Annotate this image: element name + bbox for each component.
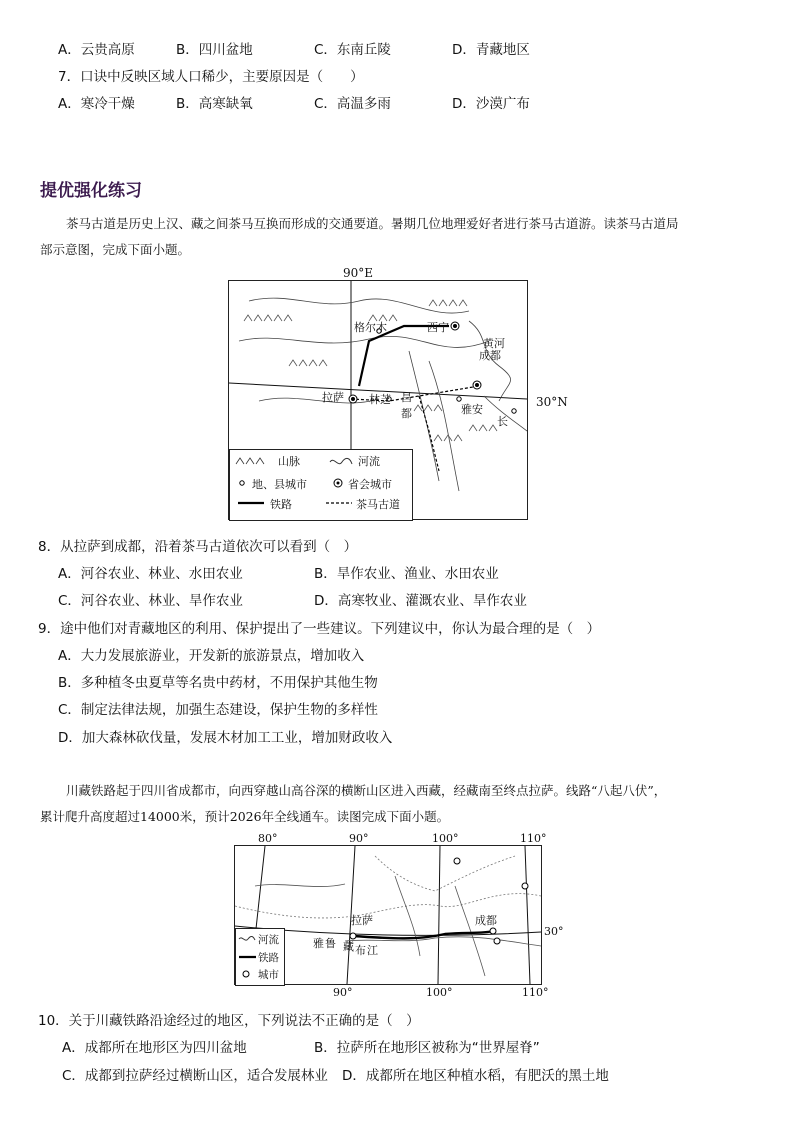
map2-place-lhasa: 拉萨 bbox=[351, 914, 373, 927]
map1-place-golmud: 格尔木 bbox=[354, 321, 387, 334]
q9-stem: 9．途中他们对青藏地区的利用、保护提出了一些建议。下列建议中，你认为最合理的是（ ） bbox=[38, 621, 601, 637]
map2-lon-110-top: 110° bbox=[520, 832, 547, 845]
map1-longitude-label: 90°E bbox=[343, 266, 374, 280]
legend-tea-horse-road: 茶马古道 bbox=[356, 498, 400, 511]
legend-provincial-capital: 省会城市 bbox=[348, 478, 392, 491]
map2-lon-90-bottom: 90° bbox=[333, 986, 353, 999]
map2-lat-30: 30° bbox=[544, 925, 564, 938]
q8-option-d: D．高寒牧业、灌溉农业、旱作农业 bbox=[314, 593, 527, 609]
q10-option-c: C．成都到拉萨经过横断山区，适合发展林业 bbox=[62, 1068, 328, 1084]
map2-legend-city: 城市 bbox=[258, 969, 279, 981]
map1-place-yellow-river: 黄河 bbox=[483, 337, 505, 350]
map2-river-bu: 布 bbox=[355, 944, 366, 957]
map1-place-nyingchi: 林芝 bbox=[369, 393, 391, 406]
map2-river-jiang: 江 bbox=[367, 944, 378, 957]
q8-stem: 8．从拉萨到成都，沿着茶马古道依次可以看到（ ） bbox=[38, 539, 358, 555]
q6-option-c: C．东南丘陵 bbox=[314, 42, 391, 58]
legend-railway: 铁路 bbox=[270, 498, 292, 511]
q7-option-b: B．高寒缺氧 bbox=[176, 96, 253, 112]
map1-place-du: 都 bbox=[401, 407, 412, 420]
map2-lon-110-bottom: 110° bbox=[522, 986, 549, 999]
q7-stem: 7．口诀中反映区域人口稀少，主要原因是（ ） bbox=[58, 69, 364, 85]
section-title: 提优强化练习 bbox=[40, 181, 142, 201]
q9-option-d: D．加大森林砍伐量，发展木材加工工业，增加财政收入 bbox=[58, 730, 393, 746]
passage1-line1: 茶马古道是历史上汉、藏之间茶马互换而形成的交通要道。暑期几位地理爱好者进行茶马古道游。读茶马古道局 bbox=[66, 216, 679, 231]
passage1-line2: 部示意图，完成下面小题。 bbox=[40, 242, 191, 257]
map2-lon-100-top: 100° bbox=[432, 832, 459, 845]
map2-lon-100-bottom: 100° bbox=[426, 986, 453, 999]
map1-place-chang: 昌 bbox=[401, 391, 412, 404]
map2-sichuan-tibet-railway bbox=[234, 845, 542, 985]
q8-option-a: A．河谷农业、林业、水田农业 bbox=[58, 566, 243, 582]
legend-county-city: 地、县城市 bbox=[252, 478, 307, 491]
q7-option-d: D．沙漠广布 bbox=[452, 96, 530, 112]
q6-option-d: D．青藏地区 bbox=[452, 42, 530, 58]
legend-river: 河流 bbox=[358, 455, 380, 468]
map1-tea-horse-road bbox=[228, 280, 528, 520]
q8-option-c: C．河谷农业、林业、旱作农业 bbox=[58, 593, 243, 609]
legend-mountain: 山脉 bbox=[278, 455, 300, 468]
map1-place-lhasa: 拉萨 bbox=[322, 391, 344, 404]
q7-option-c: C．高温多雨 bbox=[314, 96, 391, 112]
map2-place-chengdu: 成都 bbox=[475, 914, 497, 927]
q7-option-a: A．寒冷干燥 bbox=[58, 96, 135, 112]
map1-latitude-label: 30°N bbox=[536, 395, 568, 409]
map2-river-zang: 藏 bbox=[343, 940, 354, 953]
q9-option-b: B．多种植冬虫夏草等名贵中药材，不用保护其他生物 bbox=[58, 675, 378, 691]
map1-place-chengdu: 成都 bbox=[479, 349, 501, 362]
q6-option-b: B．四川盆地 bbox=[176, 42, 253, 58]
map2-legend-river: 河流 bbox=[258, 934, 279, 946]
passage2-line1: 川藏铁路起于四川省成都市，向西穿越山高谷深的横断山区进入西藏，经藏南至终点拉萨。线路“八起八伏”， bbox=[66, 783, 667, 798]
q9-option-a: A．大力发展旅游业，开发新的旅游景点，增加收入 bbox=[58, 648, 365, 664]
map1-legend bbox=[229, 449, 413, 521]
map2-legend bbox=[235, 928, 285, 986]
q8-option-b: B．旱作农业、渔业、水田农业 bbox=[314, 566, 499, 582]
map2-river-ya: 雅 bbox=[313, 937, 324, 950]
map1-place-chang2: 长 bbox=[497, 415, 508, 428]
q6-option-a: A．云贵高原 bbox=[58, 42, 135, 58]
map1-place-yaan: 雅安 bbox=[461, 403, 483, 416]
map2-river-lu: 鲁 bbox=[325, 937, 336, 950]
q9-option-c: C．制定法律法规，加强生态建设，保护生物的多样性 bbox=[58, 702, 378, 718]
map1-place-xining: 西宁 bbox=[427, 321, 449, 334]
q10-option-b: B．拉萨所在地形区被称为“世界屋脊” bbox=[314, 1040, 540, 1056]
passage2-line2: 累计爬升高度超过14000米，预计2026年全线通车。读图完成下面小题。 bbox=[40, 809, 450, 824]
map2-lon-90-top: 90° bbox=[349, 832, 369, 845]
q10-option-d: D．成都所在地区种植水稻，有肥沃的黑土地 bbox=[342, 1068, 609, 1084]
q10-stem: 10．关于川藏铁路沿途经过的地区，下列说法不正确的是（ ） bbox=[38, 1013, 420, 1029]
map2-lon-80-top: 80° bbox=[258, 832, 278, 845]
q10-option-a: A．成都所在地形区为四川盆地 bbox=[62, 1040, 247, 1056]
map2-legend-railway: 铁路 bbox=[258, 952, 279, 964]
